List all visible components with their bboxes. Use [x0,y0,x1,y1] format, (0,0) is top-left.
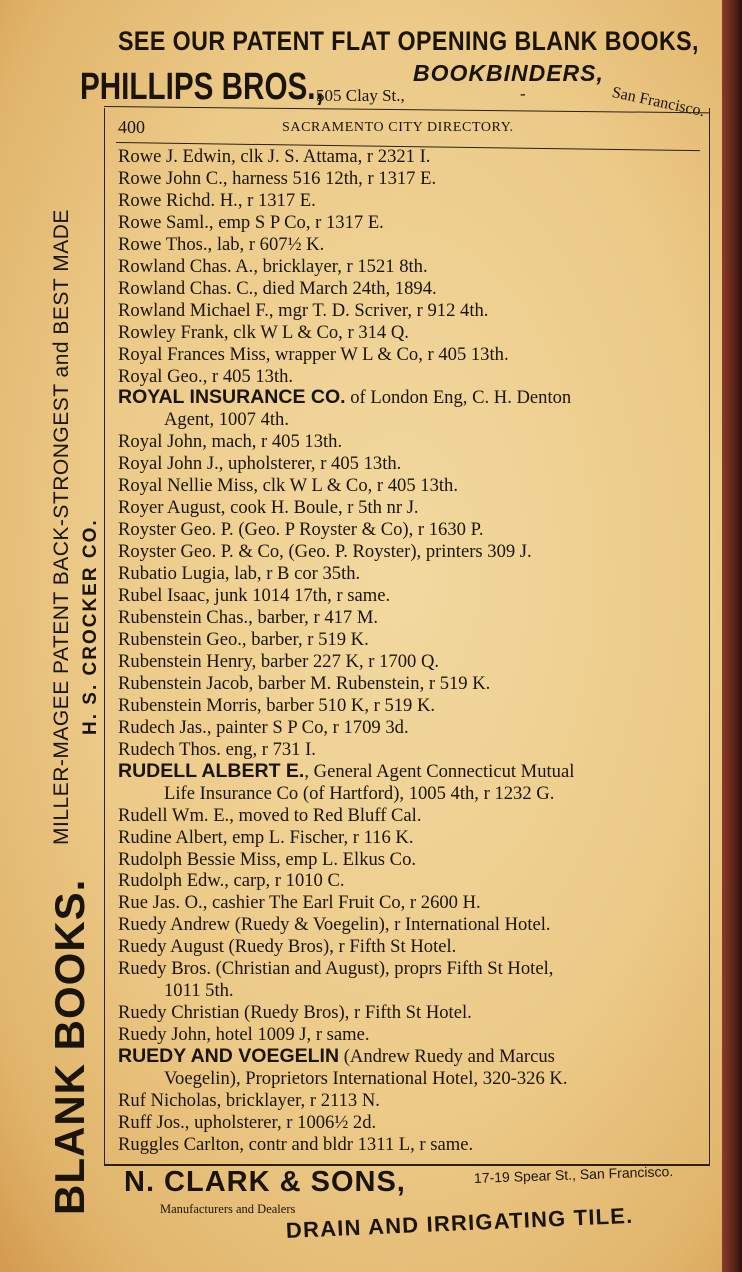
directory-entry [118,431,710,453]
top-advertisement-headline: SEE OUR PATENT FLAT OPENING BLANK BOOKS, [118,26,699,56]
side-advertisement-miller-magee: MILLER-MAGEE PATENT BACK-STRONGEST and BEST MADE [50,209,73,845]
entry-text: Ruf Nicholas, bricklayer, r 2113 N. [118,1089,380,1111]
advertiser-dash: - [520,84,526,103]
advertiser-street: 505 Clay St., [316,86,405,105]
directory-entry [118,1024,710,1046]
directory-entry [118,234,710,256]
entry-text: Rowland Chas. C., died March 24th, 1894. [118,277,437,299]
entry-text: Royster Geo. P. & Co, (Geo. P. Royster), printers 309 J. [118,541,532,563]
advertiser-name: PHILLIPS BROS., [80,66,324,108]
entry-text: Ruff Jos., upholsterer, r 1006½ 2d. [118,1111,377,1133]
entry-text: Royal John, mach, r 405 13th. [118,431,343,453]
entry-text: Rubenstein Chas., barber, r 417 M. [118,607,379,629]
entry-text: Rudech Thos. eng, r 731 I. [118,738,316,760]
directory-entry [118,936,710,958]
directory-entry [118,1002,710,1024]
entry-text: Ruedy Bros. (Christian and August), proprs Fifth St Hotel, [118,958,554,980]
directory-entry [118,673,710,695]
directory-entry [118,1046,710,1068]
entry-text: Rudolph Bessie Miss, emp L. Elkus Co. [118,848,417,870]
entry-text: Ruedy Christian (Ruedy Bros), r Fifth St Hotel. [118,1002,472,1024]
directory-entry [118,1068,710,1090]
directory-entry [118,563,710,585]
directory-entry [118,541,710,563]
side-advertisement-crocker: H. S. CROCKER CO. [80,518,101,735]
directory-entry [118,870,710,892]
directory-entry [118,146,710,168]
entry-text: Royal John J., upholsterer, r 405 13th. [118,453,402,475]
entry-text: Royer August, cook H. Boule, r 5th nr J. [118,497,419,519]
entry-text: Voegelin), Proprietors International Hotel, 320-326 K. [164,1068,568,1090]
directory-entry [118,1112,710,1134]
entry-text: Rowland Chas. A., bricklayer, r 1521 8th. [118,255,428,277]
directory-entry [118,914,710,936]
directory-entry [118,519,710,541]
directory-entry [118,607,710,629]
entry-text: , General Agent Connecticut Mutual [304,760,575,782]
directory-entry [118,695,710,717]
entry-text: Rubenstein Geo., barber, r 519 K. [118,628,369,650]
directory-entry [118,585,710,607]
directory-entry [118,322,710,344]
directory-entry [118,739,710,761]
entry-text: Rowe John C., harness 516 12th, r 1317 E. [118,167,437,189]
entry-text: Royal Nellie Miss, clk W L & Co, r 405 13th. [118,475,459,497]
directory-entry [118,475,710,497]
entry-text: Agent, 1007 4th. [164,409,289,431]
entry-business-name: ROYAL INSURANCE CO. [118,386,346,409]
directory-entry [118,453,710,475]
entry-text: Rudell Wm. E., moved to Red Bluff Cal. [118,804,422,826]
advertiser-trade: BOOKBINDERS, [413,60,604,86]
directory-entry [118,366,710,388]
entry-business-name: RUEDY AND VOEGELIN [118,1045,340,1068]
directory-entry [118,1090,710,1112]
entry-text: (Andrew Ruedy and Marcus [339,1046,555,1068]
entry-text: Rubel Isaac, junk 1014 17th, r same. [118,585,391,607]
directory-entry [118,387,710,409]
directory-entry [118,344,710,366]
directory-entry [118,651,710,673]
entry-text: Rubenstein Henry, barber 227 K, r 1700 Q. [118,650,440,672]
entry-text: Rubatio Lugia, lab, r B cor 35th. [118,563,361,585]
entry-text: Rudech Jas., painter S P Co, r 1709 3d. [118,716,409,738]
advertiser-city: San Francisco. [610,84,707,121]
entry-text: Rudolph Edw., carp, r 1010 C. [118,870,345,892]
entry-text: Ruggles Carlton, contr and bldr 1311 L, r same. [118,1133,474,1155]
entry-text: of London Eng, C. H. Denton [345,387,572,409]
entry-text: Rubenstein Morris, barber 510 K, r 519 K. [118,694,436,716]
entry-text: Rowe Richd. H., r 1317 E. [118,189,316,211]
entry-text: Rowley Frank, clk W L & Co, r 314 Q. [118,321,409,343]
entry-text: 1011 5th. [164,980,234,1002]
entry-text: Royster Geo. P. (Geo. P Royster & Co), r 1630 P. [118,519,484,541]
directory-entry [118,980,710,1002]
directory-entry [118,827,710,849]
directory-entry [118,892,710,914]
directory-entry [118,256,710,278]
entry-text: Rowe J. Edwin, clk J. S. Attama, r 2321 I. [118,146,431,167]
directory-entry [118,717,710,739]
entry-text: Royal Geo., r 405 13th. [118,365,294,387]
entry-text: Royal Frances Miss, wrapper W L & Co, r 405 13th. [118,343,509,365]
directory-entry [118,958,710,980]
bottom-advertiser-product: DRAIN AND IRRIGATING TILE. [285,1202,634,1243]
directory-entry [118,409,710,431]
entry-text: Ruedy Andrew (Ruedy & Voegelin), r International Hotel. [118,914,551,936]
directory-title: SACRAMENTO CITY DIRECTORY. [282,120,514,135]
entry-text: Rowe Saml., emp S P Co, r 1317 E. [118,211,384,233]
directory-entry [118,168,710,190]
directory-entry [118,190,710,212]
directory-entry [118,849,710,871]
directory-entry [118,212,710,234]
directory-entries [118,146,710,1156]
page-number: 400 [118,117,145,137]
entry-text: Ruedy August (Ruedy Bros), r Fifth St Hotel. [118,936,457,958]
directory-entry [118,278,710,300]
entry-text: Rubenstein Jacob, barber M. Rubenstein, r 519 K. [118,672,491,694]
directory-entry [118,629,710,651]
directory-entry [118,1134,710,1156]
bottom-advertiser-tagline: Manufacturers and Dealers [160,1202,296,1216]
directory-entry [118,783,710,805]
directory-entry [118,497,710,519]
bottom-advertiser-name: N. CLARK & SONS, [124,1166,406,1198]
entry-text: Rowland Michael F., mgr T. D. Scriver, r 912 4th. [118,299,489,321]
entry-text: Ruedy John, hotel 1009 J, r same. [118,1024,370,1046]
directory-entry [118,761,710,783]
directory-entry [118,805,710,827]
directory-entry [118,300,710,322]
entry-text: Rudine Albert, emp L. Fischer, r 116 K. [118,826,414,848]
book-edge [722,0,742,1272]
bottom-advertiser-address: 17-19 Spear St., San Francisco. [473,1163,674,1186]
entry-text: Rue Jas. O., cashier The Earl Fruit Co, r 2600 H. [118,892,481,914]
entry-text: Life Insurance Co (of Hartford), 1005 4th, r 1232 G. [164,782,555,804]
side-advertisement-blank-books: BLANK BOOKS. [46,878,93,1215]
entry-text: Rowe Thos., lab, r 607½ K. [118,233,325,255]
entry-business-name: RUDELL ALBERT E. [118,759,305,782]
